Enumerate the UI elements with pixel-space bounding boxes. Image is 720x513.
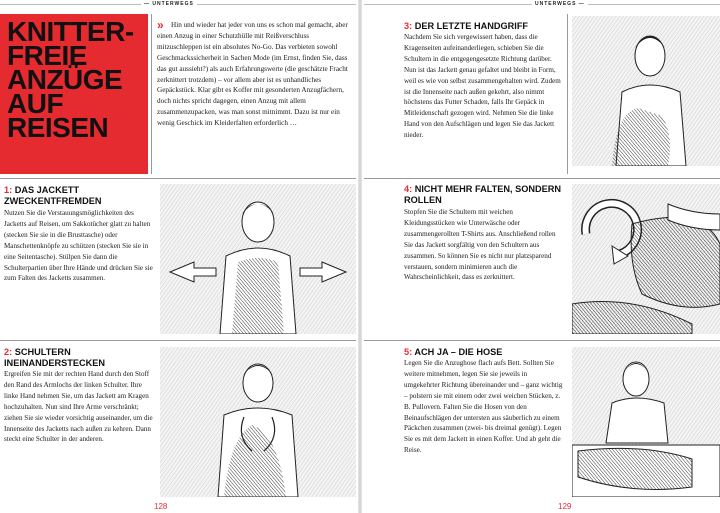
step3-number: 3:	[404, 21, 413, 31]
step2-title: SCHULTERN INEINANDERSTECKEN	[4, 347, 106, 368]
page-number-right: 129	[558, 502, 572, 511]
step5-number: 5:	[404, 347, 413, 357]
step1-number: 1:	[4, 185, 13, 195]
article-title: KNITTER- FREIE ANZÜGE AUF REISEN	[7, 16, 134, 143]
step3-heading	[404, 21, 564, 32]
row-separator-left-1	[0, 178, 356, 179]
page-number-left: 128	[154, 502, 168, 511]
step1-body: Nutzen Sie die Verstauungsmöglichkeiten des Jacketts auf Reisen, um Sakkotücher glatt zu halten (stecken Sie sie in die Brusttasche) oder Manschettenknöpfe zu schützen (stecken Sie sie in eine Seitentasche). Stülpen Sie dann die Schulterpartien über Ihre Hände und drücken Sie sie zum Falten des Jacketts zusammen.	[4, 209, 153, 283]
step4-illustration	[572, 184, 720, 334]
step2-illustration	[160, 347, 356, 497]
step2-number: 2:	[4, 347, 13, 357]
step3-title: DER LETZTE HANDGRIFF	[414, 21, 529, 31]
step3-body: Nachdem Sie sich vergewissert haben, dass die Kragenseiten aufeinanderliegen, schieben Sie die Schultern in die entgegengesetzte Richtung darüber. Nun ist das Jackett genau gefaltet und bleibt in Form, weil es wie von selbst zusammengehalten wird. Zudem ist die Innenseite nach außen gekehrt, also nimmt höchstens das Futter Schaden, falls Ihr Gepäck in Mitleidenschaft gezogen wird. Nehmen Sie die linke Hand von den Aufschlägen und legen Sie das Jackett nieder.	[404, 33, 561, 140]
step4-body: Stopfen Sie die Schultern mit weichen Kleidungsstücken wie Unterwäsche oder zusammengerollten T-Shirts aus. Anschließend rollen Sie das Jackett sorgfältig von den Schultern aus zusammen. So können Sie es nicht nur platzsparend verstauen, sondern minimieren auch die Wahrscheinlichkeit, dass es zerknittert.	[404, 208, 556, 282]
step4-number: 4:	[404, 184, 413, 194]
step3-illustration	[572, 16, 720, 166]
step4-title: NICHT MEHR FALTEN, SONDERN ROLLEN	[404, 184, 562, 205]
step5-title: ACH JA – DIE HOSE	[414, 347, 503, 357]
intro-text: Hin und wieder hat jeder von uns es schon mal gemacht, aber einen Anzug in einer Schutzhülle mit Reißverschluss mitzuschleppen ist ein absolutes No-Go. Das verbieten sowohl Geschmackssicherheit in Sachen Mode (im Ernst, finden Sie, dass das gut aussieht?) als auch Erfahrungswerte (die geschätzte Fracht zerknittert trotzdem) – vor allem aber ist es unhandliches Gepäckstück. Klar gibt es Koffer mit gesonderten Anzugfächern, doch nichts spricht dagegen, einen Anzug mit allem zusammenzupacken, was man sonst mitnimmt. Dazu ist nur ein wenig Geschick im Kleiderfalten erforderlich …	[157, 21, 348, 128]
column-divider-left	[151, 14, 152, 174]
step1-heading	[4, 185, 144, 207]
running-head-right: UNTERWEGS —	[532, 1, 588, 7]
step5-body: Legen Sie die Anzughose flach aufs Bett. Sollten Sie weitere mitnehmen, legen Sie sie jeweils in umgekehrter Richtung übereinander und – ganz wichtig – polstern sie mit einem oder zwei weichen Stücken, z. B. Pullovern. Falten Sie die Hosen von den Beinaufschlägen der untersten aus säuberlich zu einem Päckchen zusammen (zwei- bis dreimal genügt). Legen Sie es mit dem Jackett in einen Koffer. Und ab geht die Reise.	[404, 359, 563, 455]
double-chevron-right-icon: »	[157, 18, 164, 32]
row-separator-right-1	[364, 178, 720, 179]
step2-heading	[4, 347, 154, 369]
row-separator-left-2	[0, 340, 356, 341]
column-divider-right	[567, 14, 568, 174]
row-separator-right-2	[364, 340, 720, 341]
step5-illustration	[572, 347, 720, 497]
step1-title: DAS JACKETT ZWECKENTFREMDEN	[4, 185, 102, 206]
running-head-left: — UNTERWEGS	[141, 1, 197, 7]
step1-illustration	[160, 184, 356, 334]
book-gutter	[358, 0, 362, 513]
step4-heading	[404, 184, 564, 206]
step2-body: Ergreifen Sie mit der rechten Hand durch den Stoff den Rand des Armlochs der linken Schulter. Ihre linke Hand nehmen Sie, um das Jackett am Kragen hochzuhalten. Nun sind Ihre Arme verschränkt; ziehen Sie sie wieder vorsichtig auseinander, um die Innenseite des Jacketts nach außen zu kehren. Dann steckt eine Schulter in der anderen.	[4, 370, 153, 444]
step5-heading	[404, 347, 564, 358]
